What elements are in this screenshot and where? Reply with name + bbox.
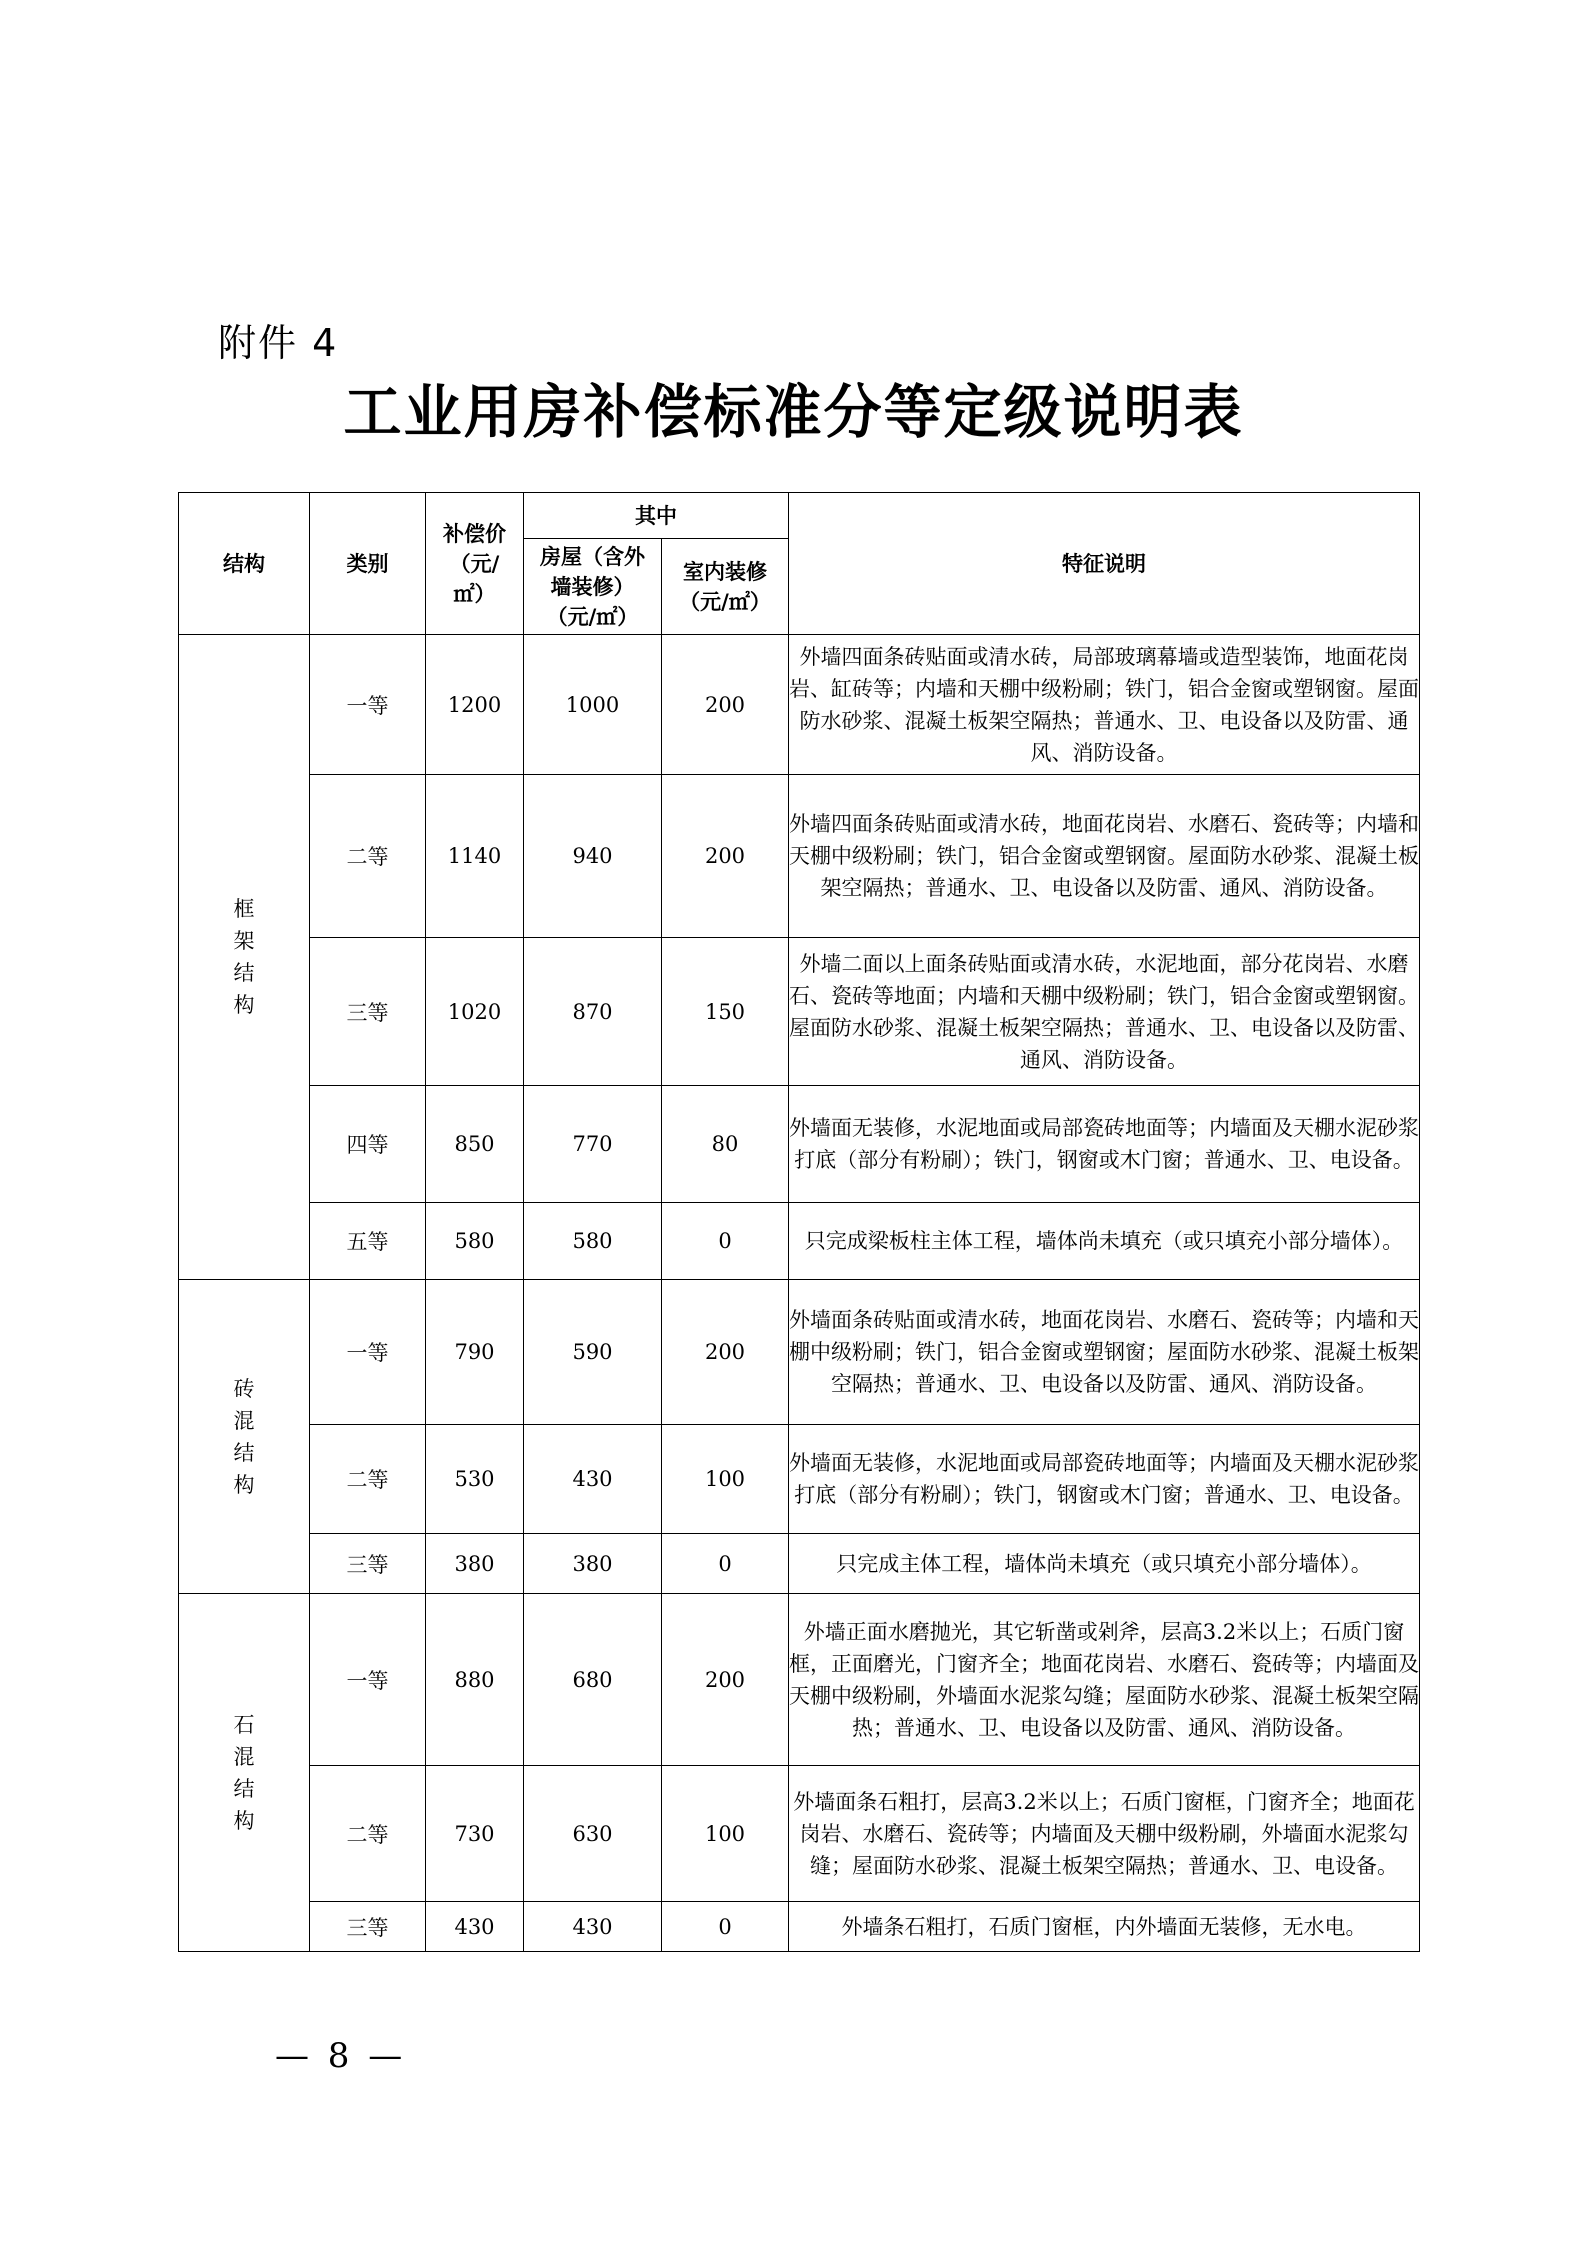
- table-row: [179, 1534, 1420, 1594]
- price-cell: 1140: [426, 775, 524, 938]
- price-cell: 790: [426, 1280, 524, 1425]
- category-cell: 一等: [310, 1280, 426, 1425]
- table-row: [179, 1280, 1420, 1425]
- house-cell: 580: [524, 1203, 662, 1280]
- interior-cell: 0: [662, 1902, 789, 1952]
- structure-cell: [179, 1280, 310, 1594]
- page-number: — 8 —: [275, 2036, 407, 2076]
- description-cell: 外墙二面以上面条砖贴面或清水砖，水泥地面，部分花岗岩、水磨石、瓷砖等地面；内墙和天棚中级粉刷；铁门，铝合金窗或塑钢窗。屋面防水砂浆、混凝土板架空隔热；普通水、卫、电设备以及防雷、通风、消防设备。: [789, 938, 1420, 1086]
- attachment-label: 附件 4: [218, 321, 339, 365]
- table-row: [179, 938, 1420, 1086]
- table-row: [179, 1594, 1420, 1766]
- house-cell: 430: [524, 1425, 662, 1534]
- price-cell: 580: [426, 1203, 524, 1280]
- structure-label: 石混结构: [233, 1712, 255, 1833]
- price-cell: 850: [426, 1086, 524, 1203]
- price-cell: 430: [426, 1902, 524, 1952]
- table-row: [179, 635, 1420, 775]
- category-cell: 一等: [310, 635, 426, 775]
- house-cell: 630: [524, 1766, 662, 1902]
- structure-label: 框架结构: [233, 897, 255, 1017]
- description-cell: 外墙条石粗打，石质门窗框，内外墙面无装修，无水电。: [789, 1902, 1420, 1952]
- house-cell: 430: [524, 1902, 662, 1952]
- interior-cell: 100: [662, 1766, 789, 1902]
- page-title: 工业用房补偿标准分等定级说明表: [343, 378, 1244, 446]
- description-cell: 外墙面条砖贴面或清水砖，地面花岗岩、水磨石、瓷砖等；内墙和天棚中级粉刷；铁门，铝合金窗或塑钢窗；屋面防水砂浆、混凝土板架空隔热；普通水、卫、电设备以及防雷、通风、消防设备。: [789, 1280, 1420, 1425]
- table-row: [179, 1902, 1420, 1952]
- interior-cell: 100: [662, 1425, 789, 1534]
- header-compensation-price: 补偿价（元/㎡）: [426, 493, 524, 635]
- interior-cell: 200: [662, 775, 789, 938]
- house-cell: 940: [524, 775, 662, 938]
- house-cell: 590: [524, 1280, 662, 1425]
- price-cell: 880: [426, 1594, 524, 1766]
- header-description: 特征说明: [789, 493, 1420, 635]
- category-cell: 二等: [310, 775, 426, 938]
- header-house: 房屋（含外墙装修）（元/㎡）: [524, 539, 662, 635]
- interior-cell: 80: [662, 1086, 789, 1203]
- category-cell: 三等: [310, 1902, 426, 1952]
- interior-cell: 150: [662, 938, 789, 1086]
- description-cell: 外墙正面水磨抛光，其它斩凿或剁斧，层高3.2米以上；石质门窗框，正面磨光，门窗齐全；地面花岗岩、水磨石、瓷砖等；内墙面及天棚中级粉刷，外墙面水泥浆勾缝；屋面防水砂浆、混凝土板架空隔热；普通水、卫、电设备以及防雷、通风、消防设备。: [789, 1594, 1420, 1766]
- interior-cell: 0: [662, 1534, 789, 1594]
- category-cell: 五等: [310, 1203, 426, 1280]
- compensation-standard-table: [178, 492, 1420, 1952]
- header-of-which: 其中: [524, 493, 789, 539]
- price-cell: 380: [426, 1534, 524, 1594]
- structure-cell: [179, 1594, 310, 1952]
- interior-cell: 200: [662, 1280, 789, 1425]
- house-cell: 380: [524, 1534, 662, 1594]
- description-cell: 只完成梁板柱主体工程，墙体尚未填充（或只填充小部分墙体）。: [789, 1203, 1420, 1280]
- house-cell: 1000: [524, 635, 662, 775]
- structure-label: 砖混结构: [233, 1376, 255, 1497]
- header-structure: 结构: [179, 493, 310, 635]
- house-cell: 680: [524, 1594, 662, 1766]
- description-cell: 外墙面无装修，水泥地面或局部瓷砖地面等；内墙面及天棚水泥砂浆打底（部分有粉刷）；铁门，钢窗或木门窗；普通水、卫、电设备。: [789, 1086, 1420, 1203]
- price-cell: 1020: [426, 938, 524, 1086]
- header-category: 类别: [310, 493, 426, 635]
- house-cell: 870: [524, 938, 662, 1086]
- description-cell: 外墙面条石粗打，层高3.2米以上；石质门窗框，门窗齐全；地面花岗岩、水磨石、瓷砖等；内墙面及天棚中级粉刷，外墙面水泥浆勾缝；屋面防水砂浆、混凝土板架空隔热；普通水、卫、电设备。: [789, 1766, 1420, 1902]
- category-cell: 二等: [310, 1425, 426, 1534]
- category-cell: 一等: [310, 1594, 426, 1766]
- price-cell: 730: [426, 1766, 524, 1902]
- category-cell: 四等: [310, 1086, 426, 1203]
- table-row: [179, 775, 1420, 938]
- house-cell: 770: [524, 1086, 662, 1203]
- category-cell: 三等: [310, 938, 426, 1086]
- price-cell: 1200: [426, 635, 524, 775]
- header-interior: 室内装修（元/㎡）: [662, 539, 789, 635]
- table-row: [179, 1086, 1420, 1203]
- interior-cell: 0: [662, 1203, 789, 1280]
- table-row: [179, 1425, 1420, 1534]
- category-cell: 二等: [310, 1766, 426, 1902]
- description-cell: 外墙面无装修，水泥地面或局部瓷砖地面等；内墙面及天棚水泥砂浆打底（部分有粉刷）；铁门，钢窗或木门窗；普通水、卫、电设备。: [789, 1425, 1420, 1534]
- table-row: [179, 1203, 1420, 1280]
- price-cell: 530: [426, 1425, 524, 1534]
- interior-cell: 200: [662, 635, 789, 775]
- category-cell: 三等: [310, 1534, 426, 1594]
- table-row: [179, 1766, 1420, 1902]
- description-cell: 只完成主体工程，墙体尚未填充（或只填充小部分墙体）。: [789, 1534, 1420, 1594]
- description-cell: 外墙四面条砖贴面或清水砖，地面花岗岩、水磨石、瓷砖等；内墙和天棚中级粉刷；铁门，铝合金窗或塑钢窗。屋面防水砂浆、混凝土板架空隔热；普通水、卫、电设备以及防雷、通风、消防设备。: [789, 775, 1420, 938]
- interior-cell: 200: [662, 1594, 789, 1766]
- description-cell: 外墙四面条砖贴面或清水砖，局部玻璃幕墙或造型装饰，地面花岗岩、缸砖等；内墙和天棚中级粉刷；铁门，铝合金窗或塑钢窗。屋面防水砂浆、混凝土板架空隔热；普通水、卫、电设备以及防雷、通风、消防设备。: [789, 635, 1420, 775]
- structure-cell: [179, 635, 310, 1280]
